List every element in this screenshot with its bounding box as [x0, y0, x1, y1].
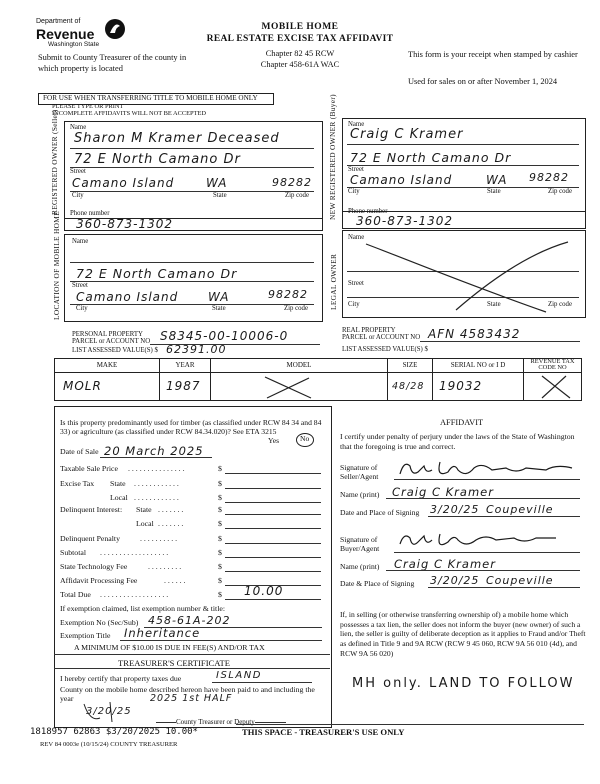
buyer-phone: 360-873-1302 — [356, 214, 454, 228]
seller-side-label: REGISTERED OWNER (Seller) — [50, 109, 59, 215]
affidavit-heading: AFFIDAVIT — [440, 418, 484, 427]
total-due-value: 10.00 — [244, 584, 284, 598]
col-serial: SERIAL NO or I D — [433, 359, 524, 373]
col-year: YEAR — [160, 359, 211, 373]
col-make: MAKE — [55, 359, 160, 373]
col-revenue-code: REVENUE TAX CODE NO — [524, 359, 582, 373]
no-answer-circled: No — [296, 433, 314, 447]
seller-name: Sharon M Kramer Deceased — [74, 131, 280, 146]
buyer-side-label: NEW REGISTERED OWNER (Buyer) — [328, 94, 337, 220]
legal-owner-strike-mark — [346, 234, 576, 314]
seller-print-name: Craig C Kramer — [392, 485, 494, 499]
logo-word: Revenue — [36, 26, 95, 42]
revenue-code-value — [524, 372, 582, 400]
treasurer-year: 2025 1st HALF — [150, 693, 233, 704]
col-size: SIZE — [388, 359, 433, 373]
minimum-due-note: A MINIMUM OF $10.00 IS DUE IN FEE(S) AND/OR TAX — [74, 643, 265, 652]
model-strike-mark — [259, 374, 319, 400]
date-of-sale: 20 March 2025 — [104, 444, 204, 458]
seller-state: WA — [206, 176, 228, 190]
receipt-note: This form is your receipt when stamped by cashier — [408, 50, 578, 59]
exemption-title: Inheritance — [124, 626, 201, 640]
treasurer-county: ISLAND — [216, 670, 262, 681]
location-city: Camano Island — [76, 290, 179, 304]
submit-to-text: Submit to County Treasurer of the county in which property is located — [38, 53, 187, 73]
used-for-note: Used for sales on or after November 1, 2024 — [408, 77, 558, 86]
title-line2: REAL ESTATE EXCISE TAX AFFIDAVIT — [206, 34, 394, 44]
personal-assessed-value: 62391.00 — [166, 343, 227, 356]
personal-parcel-no: S8345-00-10006-0 — [160, 329, 289, 343]
timber-question: Is this property predominantly used for timber (as classified under RCW 84 34 and 84 33) or agriculture (as classified under RCW 84.34.020)? See ETA 3215 — [60, 418, 322, 437]
form-title — [200, 22, 400, 70]
treasurer-signature-mark — [80, 700, 140, 724]
form-footer: REV 84 0003e (10/15/24) COUNTY TREASURER — [40, 741, 178, 748]
real-parcel-no: AFN 4583432 — [428, 327, 521, 341]
seller-city: Camano Island — [72, 176, 175, 190]
buyer-state: WA — [486, 173, 508, 187]
seller-street: 72 E North Camano Dr — [74, 152, 241, 167]
treasurer-heading: TREASURER'S CERTIFICATE — [118, 658, 231, 668]
affidavit-certify: I certify under penalty of perjury under the laws of the State of Washington that the foregoing is true and correct. — [340, 432, 575, 452]
buyer-zip: 98282 — [529, 171, 569, 184]
mobile-home-table — [54, 358, 582, 401]
location-state: WA — [208, 290, 230, 304]
seller-zip: 98282 — [272, 176, 312, 189]
chapter-wac: Chapter 458-61A WAC — [260, 59, 340, 69]
location-side-label: LOCATION OF MOBILE HOME — [52, 211, 61, 320]
seller-phone: 360-873-1302 — [76, 217, 174, 231]
treasurer-deputy-label: County Treasurer or Deputy — [176, 718, 255, 726]
col-model: MODEL — [211, 359, 388, 373]
buyer-name: Craig C Kramer — [350, 127, 464, 142]
lien-warning: If, in selling (or otherwise transferring ownership of) a mobile home which possesses a tax lien, the seller does not inform the buyer (new owner) of such a lien, the seller is guilty of deliberate deception as it applies to Fraud and/or Theft as defined in Title 9 and 9A RCW (RCW 9 45 060, RCW 9A 56 010 (4d), and RCW 9A 56 020) — [340, 610, 586, 658]
exemption-no: 458-61A-202 — [148, 614, 231, 627]
dor-logo — [36, 18, 126, 50]
treasurer-use-only: THIS SPACE - TREASURER'S USE ONLY — [242, 727, 405, 737]
logo-emblem-icon — [104, 18, 126, 40]
buyer-sign-place: Coupeville — [486, 574, 554, 587]
buyer-city: Camano Island — [350, 173, 453, 187]
treasurer-sign-date: 3/20/25 — [86, 706, 132, 717]
location-zip: 98282 — [268, 288, 308, 301]
buyer-sign-date: 3/20/25 — [430, 574, 480, 587]
land-to-follow-note: MH only. LAND TO FOLLOW — [352, 676, 575, 691]
model-value — [211, 372, 388, 400]
use-when-banner: FOR USE WHEN TRANSFERRING TITLE TO MOBILE HOME ONLY — [38, 93, 274, 105]
size-value: 48/28 — [388, 372, 433, 400]
seller-sign-date: 3/20/25 — [430, 503, 480, 516]
logo-line1: Department of — [36, 18, 81, 25]
logo-line3: Washington State — [48, 41, 100, 48]
treasurer-receipt-stamp: 1818957 62863 $3/20/2025 10.00* — [30, 727, 198, 737]
seller-sign-place: Coupeville — [486, 503, 554, 516]
make-value: MOLR — [55, 372, 160, 400]
incomplete-note: INCOMPLETE AFFIDAVITS WILL NOT BE ACCEPTED — [52, 110, 207, 117]
year-value: 1987 — [160, 372, 211, 400]
serial-value: 19032 — [433, 372, 524, 400]
buyer-print-name: Craig C Kramer — [394, 557, 496, 571]
buyer-street: 72 E North Camano Dr — [350, 150, 512, 165]
buyer-signature — [396, 528, 576, 554]
location-street: 72 E North Camano Dr — [76, 266, 238, 281]
title-line1: MOBILE HOME — [261, 22, 339, 32]
chapter-rcw: Chapter 82 45 RCW — [265, 49, 335, 58]
please-type: PLEASE TYPE OR PRINT — [52, 103, 124, 110]
legal-side-label: LEGAL OWNER — [329, 253, 338, 310]
revenue-code-strike-mark — [536, 374, 576, 400]
